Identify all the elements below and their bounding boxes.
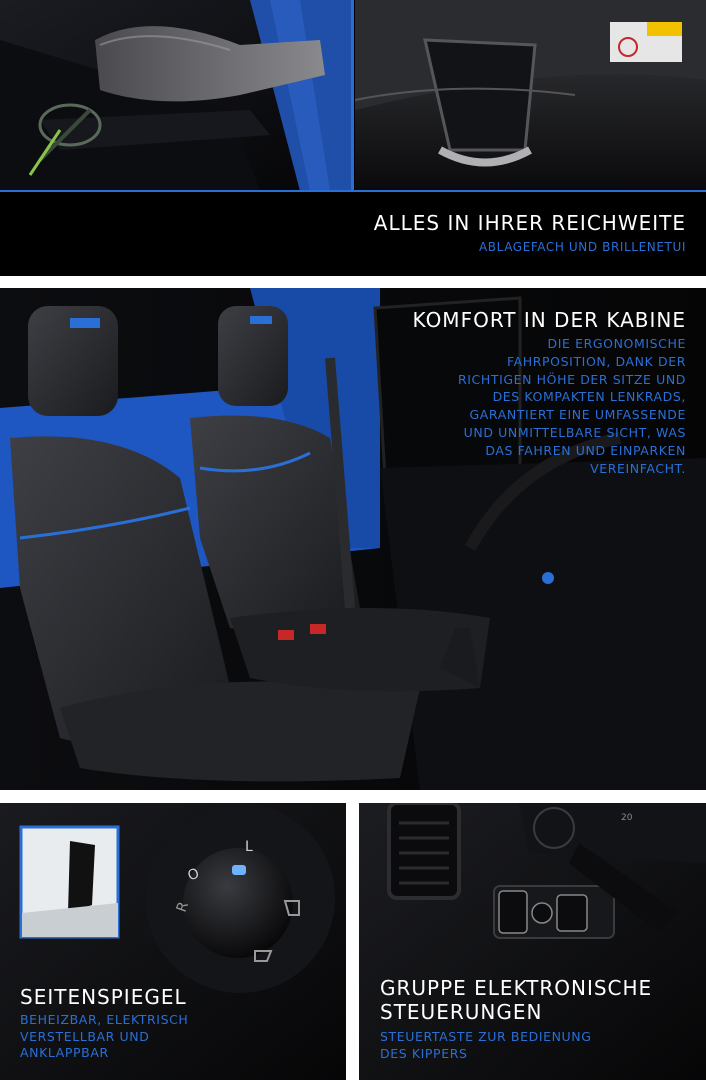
mirror-subtitle xyxy=(20,1012,188,1062)
cabin-body-line: RICHTIGEN HÖHE DER SITZE UND xyxy=(457,371,686,387)
tipper-switch-icon xyxy=(499,891,527,933)
cabin-section xyxy=(0,288,706,790)
cabin-body xyxy=(458,335,686,477)
cabin-body-line: DES KOMPAKTEN LENKRADS, xyxy=(492,389,686,405)
controls-subtitle-line: STEUERTASTE ZUR BEDIENUNG xyxy=(380,1029,592,1044)
cabin-body-line: GARANTIERT EINE UMFASSENDE xyxy=(469,407,686,423)
reach-title: ALLES IN IHRER REICHWEITE xyxy=(373,211,686,235)
cabin-body-line: DIE ERGONOMISCHE xyxy=(547,336,686,351)
reach-section xyxy=(0,0,706,276)
knob-letter-right: R xyxy=(173,899,193,915)
accent-divider xyxy=(351,0,354,192)
knob-letter-off: O xyxy=(185,865,202,885)
reach-photo-gloves xyxy=(0,0,351,191)
controls-title xyxy=(380,976,652,1024)
cupholder-illustration xyxy=(355,0,706,191)
cabin-body-line: VEREINFACHT. xyxy=(590,460,686,476)
cabin-body-line: DAS FAHREN UND EINPARKEN xyxy=(485,442,686,458)
reach-photo-cupholder xyxy=(355,0,706,191)
mirror-knob-icon xyxy=(183,848,293,958)
mirror-subtitle-line: BEHEIZBAR, ELEKTRISCH xyxy=(20,1012,189,1027)
controls-subtitle-line: DES KIPPERS xyxy=(380,1046,468,1061)
mirror-title: SEITENSPIEGEL xyxy=(20,985,187,1009)
mirror-subtitle-line: VERSTELLBAR UND xyxy=(20,1028,150,1044)
dash-number: 20 xyxy=(621,813,633,823)
cabin-body-line: FAHRPOSITION, DANK DER xyxy=(506,353,686,369)
cabin-title: KOMFORT IN DER KABINE xyxy=(412,308,686,332)
mirror-section xyxy=(0,803,346,1080)
gloves-glasses-illustration xyxy=(0,0,351,191)
mirror-subtitle-line: ANKLAPPBAR xyxy=(20,1045,109,1060)
controls-section xyxy=(359,803,706,1080)
controls-title-line: STEUERUNGEN xyxy=(380,1000,543,1024)
reach-subtitle: ABLAGEFACH UND BRILLENETUI xyxy=(479,240,686,254)
cabin-body-line: UND UNMITTELBARE SICHT, WAS xyxy=(463,424,686,440)
controls-title-line: GRUPPE ELEKTRONISCHE xyxy=(380,976,653,1000)
controls-subtitle xyxy=(380,1028,592,1062)
knob-letter-left: L xyxy=(245,839,253,855)
